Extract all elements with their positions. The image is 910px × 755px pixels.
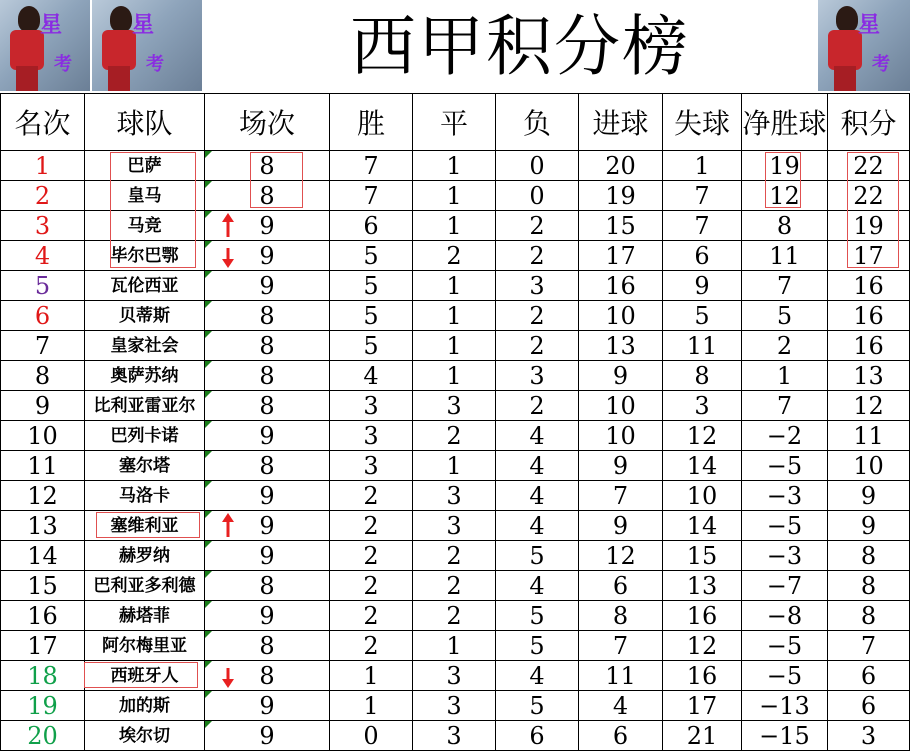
goals-against-cell: 8 bbox=[663, 361, 742, 391]
goals-against-cell: 10 bbox=[663, 481, 742, 511]
team-cell: 加的斯 bbox=[85, 691, 205, 721]
win-cell: 2 bbox=[330, 511, 413, 541]
table-row bbox=[1, 421, 910, 451]
title-row bbox=[0, 0, 910, 93]
played-cell: 9 bbox=[205, 241, 330, 271]
header-loss: 负 bbox=[496, 94, 579, 151]
rank-cell: 20 bbox=[1, 721, 85, 751]
win-cell: 3 bbox=[330, 451, 413, 481]
header-win: 胜 bbox=[330, 94, 413, 151]
goal-diff-cell: −3 bbox=[742, 541, 828, 571]
win-cell: 5 bbox=[330, 271, 413, 301]
standings-body bbox=[1, 151, 910, 751]
played-cell: 9 bbox=[205, 601, 330, 631]
played-cell: 8 bbox=[205, 451, 330, 481]
points-cell: 13 bbox=[828, 361, 910, 391]
header-goals-against: 失球 bbox=[663, 94, 742, 151]
points-cell: 8 bbox=[828, 541, 910, 571]
table-row bbox=[1, 301, 910, 331]
table-row bbox=[1, 661, 910, 691]
goals-for-cell: 9 bbox=[579, 451, 663, 481]
loss-cell: 2 bbox=[496, 301, 579, 331]
goals-against-cell: 14 bbox=[663, 511, 742, 541]
goal-diff-cell: 1 bbox=[742, 361, 828, 391]
goal-diff-cell: 19 bbox=[742, 151, 828, 181]
points-cell: 16 bbox=[828, 301, 910, 331]
goals-against-cell: 14 bbox=[663, 451, 742, 481]
win-cell: 1 bbox=[330, 661, 413, 691]
goals-against-cell: 1 bbox=[663, 151, 742, 181]
goals-for-cell: 4 bbox=[579, 691, 663, 721]
win-cell: 5 bbox=[330, 301, 413, 331]
played-cell: 9 bbox=[205, 511, 330, 541]
played-cell: 9 bbox=[205, 211, 330, 241]
team-cell: 马竞 bbox=[85, 211, 205, 241]
loss-cell: 4 bbox=[496, 571, 579, 601]
goals-against-cell: 5 bbox=[663, 301, 742, 331]
played-cell: 9 bbox=[205, 541, 330, 571]
table-row bbox=[1, 511, 910, 541]
header-played: 场次 bbox=[205, 94, 330, 151]
played-cell: 8 bbox=[205, 661, 330, 691]
draw-cell: 1 bbox=[413, 631, 496, 661]
header-team: 球队 bbox=[85, 94, 205, 151]
points-cell: 9 bbox=[828, 481, 910, 511]
played-cell: 9 bbox=[205, 421, 330, 451]
points-cell: 3 bbox=[828, 721, 910, 751]
goals-against-cell: 7 bbox=[663, 211, 742, 241]
team-cell: 瓦伦西亚 bbox=[85, 271, 205, 301]
played-cell: 8 bbox=[205, 181, 330, 211]
played-cell: 9 bbox=[205, 481, 330, 511]
goal-diff-cell: 8 bbox=[742, 211, 828, 241]
rank-cell: 6 bbox=[1, 301, 85, 331]
points-cell: 7 bbox=[828, 631, 910, 661]
goals-for-cell: 19 bbox=[579, 181, 663, 211]
goals-for-cell: 7 bbox=[579, 631, 663, 661]
played-cell: 8 bbox=[205, 151, 330, 181]
goal-diff-cell: 2 bbox=[742, 331, 828, 361]
win-cell: 4 bbox=[330, 361, 413, 391]
header-goal-diff: 净胜球 bbox=[742, 94, 828, 151]
goals-for-cell: 10 bbox=[579, 301, 663, 331]
team-cell: 塞尔塔 bbox=[85, 451, 205, 481]
team-cell: 皇家社会 bbox=[85, 331, 205, 361]
points-cell: 22 bbox=[828, 181, 910, 211]
goal-diff-cell: −3 bbox=[742, 481, 828, 511]
points-cell: 10 bbox=[828, 451, 910, 481]
goals-for-cell: 7 bbox=[579, 481, 663, 511]
played-cell: 9 bbox=[205, 721, 330, 751]
player-thumbnail-right: 星 考 bbox=[818, 0, 910, 91]
table-row bbox=[1, 151, 910, 181]
goals-against-cell: 21 bbox=[663, 721, 742, 751]
goal-diff-cell: 7 bbox=[742, 271, 828, 301]
win-cell: 6 bbox=[330, 211, 413, 241]
played-cell: 9 bbox=[205, 271, 330, 301]
rank-cell: 14 bbox=[1, 541, 85, 571]
draw-cell: 3 bbox=[413, 721, 496, 751]
goals-against-cell: 9 bbox=[663, 271, 742, 301]
points-cell: 12 bbox=[828, 391, 910, 421]
draw-cell: 2 bbox=[413, 541, 496, 571]
header-goals-for: 进球 bbox=[579, 94, 663, 151]
goals-against-cell: 16 bbox=[663, 601, 742, 631]
draw-cell: 2 bbox=[413, 241, 496, 271]
goals-against-cell: 6 bbox=[663, 241, 742, 271]
goals-against-cell: 11 bbox=[663, 331, 742, 361]
goals-for-cell: 12 bbox=[579, 541, 663, 571]
rank-cell: 18 bbox=[1, 661, 85, 691]
team-cell: 阿尔梅里亚 bbox=[85, 631, 205, 661]
goal-diff-cell: 5 bbox=[742, 301, 828, 331]
points-cell: 19 bbox=[828, 211, 910, 241]
loss-cell: 4 bbox=[496, 481, 579, 511]
loss-cell: 3 bbox=[496, 271, 579, 301]
draw-cell: 1 bbox=[413, 181, 496, 211]
played-cell: 8 bbox=[205, 331, 330, 361]
header-rank: 名次 bbox=[1, 94, 85, 151]
points-cell: 22 bbox=[828, 151, 910, 181]
table-row bbox=[1, 271, 910, 301]
draw-cell: 3 bbox=[413, 511, 496, 541]
goals-for-cell: 6 bbox=[579, 571, 663, 601]
draw-cell: 3 bbox=[413, 391, 496, 421]
player-thumbnail-left-2: 星 考 bbox=[92, 0, 202, 91]
goal-diff-cell: −5 bbox=[742, 511, 828, 541]
goals-for-cell: 10 bbox=[579, 421, 663, 451]
team-cell: 赫塔菲 bbox=[85, 601, 205, 631]
rank-cell: 11 bbox=[1, 451, 85, 481]
goals-for-cell: 13 bbox=[579, 331, 663, 361]
win-cell: 3 bbox=[330, 391, 413, 421]
points-cell: 11 bbox=[828, 421, 910, 451]
goals-for-cell: 9 bbox=[579, 361, 663, 391]
goals-for-cell: 20 bbox=[579, 151, 663, 181]
win-cell: 2 bbox=[330, 541, 413, 571]
goals-against-cell: 15 bbox=[663, 541, 742, 571]
loss-cell: 2 bbox=[496, 241, 579, 271]
loss-cell: 3 bbox=[496, 361, 579, 391]
rank-cell: 13 bbox=[1, 511, 85, 541]
loss-cell: 2 bbox=[496, 211, 579, 241]
draw-cell: 1 bbox=[413, 211, 496, 241]
goal-diff-cell: −2 bbox=[742, 421, 828, 451]
rank-cell: 17 bbox=[1, 631, 85, 661]
points-cell: 6 bbox=[828, 661, 910, 691]
rank-cell: 2 bbox=[1, 181, 85, 211]
standings-table bbox=[0, 93, 910, 751]
goal-diff-cell: −5 bbox=[742, 631, 828, 661]
win-cell: 2 bbox=[330, 601, 413, 631]
loss-cell: 0 bbox=[496, 151, 579, 181]
goals-against-cell: 13 bbox=[663, 571, 742, 601]
points-cell: 8 bbox=[828, 571, 910, 601]
loss-cell: 2 bbox=[496, 331, 579, 361]
header-row bbox=[1, 94, 910, 151]
team-cell: 皇马 bbox=[85, 181, 205, 211]
win-cell: 3 bbox=[330, 421, 413, 451]
goals-for-cell: 16 bbox=[579, 271, 663, 301]
played-cell: 8 bbox=[205, 631, 330, 661]
rank-cell: 16 bbox=[1, 601, 85, 631]
played-cell: 9 bbox=[205, 691, 330, 721]
draw-cell: 3 bbox=[413, 661, 496, 691]
draw-cell: 3 bbox=[413, 691, 496, 721]
rank-cell: 15 bbox=[1, 571, 85, 601]
rank-cell: 19 bbox=[1, 691, 85, 721]
loss-cell: 4 bbox=[496, 451, 579, 481]
page-title: 西甲积分榜 bbox=[350, 8, 690, 85]
win-cell: 5 bbox=[330, 241, 413, 271]
played-cell: 8 bbox=[205, 391, 330, 421]
team-cell: 巴列卡诺 bbox=[85, 421, 205, 451]
points-cell: 17 bbox=[828, 241, 910, 271]
table-row bbox=[1, 721, 910, 751]
goals-against-cell: 12 bbox=[663, 631, 742, 661]
table-row bbox=[1, 451, 910, 481]
team-cell: 埃尔切 bbox=[85, 721, 205, 751]
goal-diff-cell: −8 bbox=[742, 601, 828, 631]
draw-cell: 1 bbox=[413, 361, 496, 391]
loss-cell: 0 bbox=[496, 181, 579, 211]
win-cell: 0 bbox=[330, 721, 413, 751]
win-cell: 2 bbox=[330, 631, 413, 661]
team-cell: 巴萨 bbox=[85, 151, 205, 181]
played-cell: 8 bbox=[205, 361, 330, 391]
team-cell: 比利亚雷亚尔 bbox=[85, 391, 205, 421]
goals-for-cell: 17 bbox=[579, 241, 663, 271]
draw-cell: 2 bbox=[413, 421, 496, 451]
player-thumbnail-left-1: 星 考 bbox=[0, 0, 90, 91]
table-row bbox=[1, 481, 910, 511]
table-row bbox=[1, 211, 910, 241]
points-cell: 9 bbox=[828, 511, 910, 541]
goals-for-cell: 15 bbox=[579, 211, 663, 241]
loss-cell: 4 bbox=[496, 421, 579, 451]
table-row bbox=[1, 571, 910, 601]
draw-cell: 1 bbox=[413, 301, 496, 331]
win-cell: 5 bbox=[330, 331, 413, 361]
team-cell: 奥萨苏纳 bbox=[85, 361, 205, 391]
draw-cell: 2 bbox=[413, 571, 496, 601]
win-cell: 2 bbox=[330, 571, 413, 601]
goals-for-cell: 11 bbox=[579, 661, 663, 691]
header-points: 积分 bbox=[828, 94, 910, 151]
goals-against-cell: 7 bbox=[663, 181, 742, 211]
loss-cell: 5 bbox=[496, 631, 579, 661]
win-cell: 7 bbox=[330, 181, 413, 211]
table-row bbox=[1, 541, 910, 571]
table-row bbox=[1, 331, 910, 361]
win-cell: 1 bbox=[330, 691, 413, 721]
win-cell: 2 bbox=[330, 481, 413, 511]
played-cell: 8 bbox=[205, 571, 330, 601]
team-cell: 西班牙人 bbox=[85, 661, 205, 691]
rank-cell: 4 bbox=[1, 241, 85, 271]
points-cell: 8 bbox=[828, 601, 910, 631]
loss-cell: 5 bbox=[496, 541, 579, 571]
points-cell: 16 bbox=[828, 271, 910, 301]
rank-cell: 12 bbox=[1, 481, 85, 511]
goal-diff-cell: 12 bbox=[742, 181, 828, 211]
loss-cell: 5 bbox=[496, 691, 579, 721]
loss-cell: 2 bbox=[496, 391, 579, 421]
points-cell: 6 bbox=[828, 691, 910, 721]
rank-cell: 5 bbox=[1, 271, 85, 301]
goals-for-cell: 9 bbox=[579, 511, 663, 541]
goal-diff-cell: −13 bbox=[742, 691, 828, 721]
goals-against-cell: 16 bbox=[663, 661, 742, 691]
goals-for-cell: 8 bbox=[579, 601, 663, 631]
goal-diff-cell: −7 bbox=[742, 571, 828, 601]
table-row bbox=[1, 361, 910, 391]
draw-cell: 1 bbox=[413, 451, 496, 481]
team-cell: 马洛卡 bbox=[85, 481, 205, 511]
goals-for-cell: 6 bbox=[579, 721, 663, 751]
draw-cell: 1 bbox=[413, 151, 496, 181]
team-cell: 塞维利亚 bbox=[85, 511, 205, 541]
draw-cell: 2 bbox=[413, 601, 496, 631]
goal-diff-cell: −5 bbox=[742, 661, 828, 691]
goals-against-cell: 12 bbox=[663, 421, 742, 451]
draw-cell: 3 bbox=[413, 481, 496, 511]
goal-diff-cell: −15 bbox=[742, 721, 828, 751]
team-cell: 贝蒂斯 bbox=[85, 301, 205, 331]
loss-cell: 4 bbox=[496, 661, 579, 691]
rank-cell: 3 bbox=[1, 211, 85, 241]
draw-cell: 1 bbox=[413, 271, 496, 301]
table-row bbox=[1, 391, 910, 421]
table-row bbox=[1, 601, 910, 631]
rank-cell: 10 bbox=[1, 421, 85, 451]
table-row bbox=[1, 181, 910, 211]
goals-against-cell: 3 bbox=[663, 391, 742, 421]
goal-diff-cell: −5 bbox=[742, 451, 828, 481]
goals-for-cell: 10 bbox=[579, 391, 663, 421]
draw-cell: 1 bbox=[413, 331, 496, 361]
table-row bbox=[1, 691, 910, 721]
loss-cell: 5 bbox=[496, 601, 579, 631]
rank-cell: 8 bbox=[1, 361, 85, 391]
team-cell: 巴利亚多利德 bbox=[85, 571, 205, 601]
team-cell: 赫罗纳 bbox=[85, 541, 205, 571]
rank-cell: 7 bbox=[1, 331, 85, 361]
loss-cell: 4 bbox=[496, 511, 579, 541]
played-cell: 8 bbox=[205, 301, 330, 331]
loss-cell: 6 bbox=[496, 721, 579, 751]
rank-cell: 9 bbox=[1, 391, 85, 421]
team-cell: 毕尔巴鄂 bbox=[85, 241, 205, 271]
table-row bbox=[1, 631, 910, 661]
win-cell: 7 bbox=[330, 151, 413, 181]
table-row bbox=[1, 241, 910, 271]
goals-against-cell: 17 bbox=[663, 691, 742, 721]
goal-diff-cell: 7 bbox=[742, 391, 828, 421]
header-draw: 平 bbox=[413, 94, 496, 151]
goal-diff-cell: 11 bbox=[742, 241, 828, 271]
points-cell: 16 bbox=[828, 331, 910, 361]
rank-cell: 1 bbox=[1, 151, 85, 181]
